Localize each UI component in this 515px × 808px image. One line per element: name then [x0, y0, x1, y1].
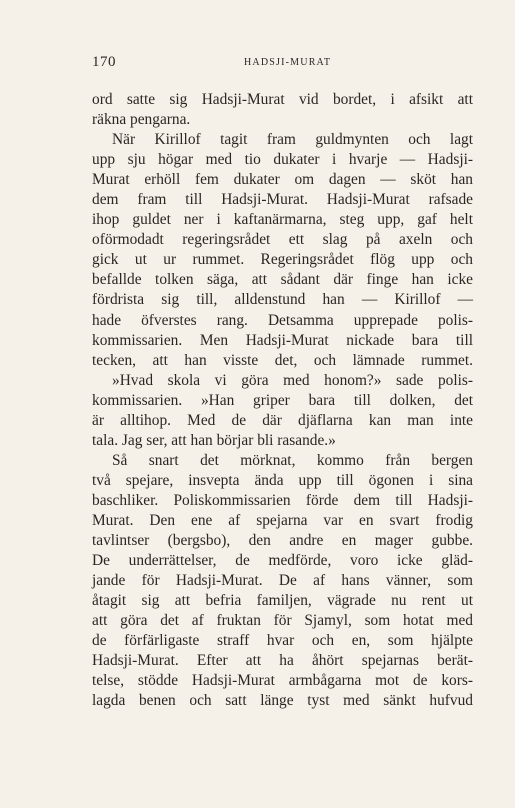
- text-line: När Kirillof tagit fram guldmynten och lagt: [112, 131, 473, 149]
- text-line: upp sju högar med tio dukater i hvarje — Hadsji-: [92, 151, 473, 169]
- running-title: HADSJI-MURAT: [244, 57, 332, 68]
- text-line: tavlintser (bergsbo), den andre en mager gubbe.: [92, 532, 473, 550]
- text-line: lagda benen och satt länge tyst med sänkt hufvud: [92, 692, 473, 710]
- text-line: dem fram till Hadsji-Murat. Hadsji-Murat rafsade: [92, 191, 473, 209]
- text-line: är alltihop. Med de där djäflarna kan man inte: [92, 411, 473, 429]
- text-line: de förfärligaste straff hvar och en, som hjälpte: [92, 632, 473, 650]
- text-line: De underrättelser, de medförde, voro icke gläd-: [92, 552, 473, 570]
- text-line: Hadsji-Murat. Efter att ha åhört spejarnas berät-: [92, 652, 473, 670]
- text-line: ihop guldet ner i kaftanärmarna, steg upp, gaf helt: [92, 211, 473, 229]
- text-line: tecken, att han visste det, och lämnade rummet.: [92, 351, 473, 369]
- text-line: gick ut ur rummet. Regeringsrådet flög upp och: [92, 251, 473, 269]
- text-line: telse, stödde Hadsji-Murat armbågarna mot de kors-: [92, 672, 473, 690]
- text-line: hade öfverstes rang. Detsamma upprepade polis-: [92, 311, 473, 329]
- text-line: kommissarien. »Han griper bara till dolken, det: [92, 391, 473, 409]
- text-line: befallde tolken säga, att sådant där finge han icke: [92, 271, 473, 289]
- text-line: två spejare, insvepta ända upp till ögonen i sina: [92, 471, 473, 489]
- text-line: fördrista sig till, alldenstund han — Kirillof —: [92, 291, 473, 309]
- text-line: räkna pengarna.: [92, 111, 191, 129]
- text-line: »Hvad skola vi göra med honom?» sade polis-: [112, 371, 473, 389]
- text-line: baschliker. Poliskommissarien förde dem till Hadsji-: [92, 491, 473, 509]
- text-line: oförmodadt regeringsrådet ett slag på axeln och: [92, 231, 473, 249]
- text-line: åtagit sig att befria familjen, vägrade nu rent ut: [92, 592, 473, 610]
- text-line: Murat erhöll fem dukater om dagen — sköt han: [92, 171, 473, 189]
- body-text: [92, 90, 473, 711]
- text-line: jande för Hadsji-Murat. De af hans vänner, som: [92, 572, 473, 590]
- text-line: att göra det af fruktan för Sjamyl, som hotat med: [92, 612, 473, 630]
- text-line: ord satte sig Hadsji-Murat vid bordet, i afsikt att: [92, 91, 473, 108]
- text-line: tala. Jag ser, att han börjar bli rasande.»: [92, 431, 336, 449]
- page-header: [92, 54, 465, 76]
- text-line: kommissarien. Men Hadsji-Murat nickade bara till: [92, 331, 473, 349]
- text-line: Så snart det mörknat, kommo från bergen: [112, 451, 473, 469]
- page-number: 170: [92, 54, 116, 70]
- text-line: Murat. Den ene af spejarna var en svart frodig: [92, 511, 473, 529]
